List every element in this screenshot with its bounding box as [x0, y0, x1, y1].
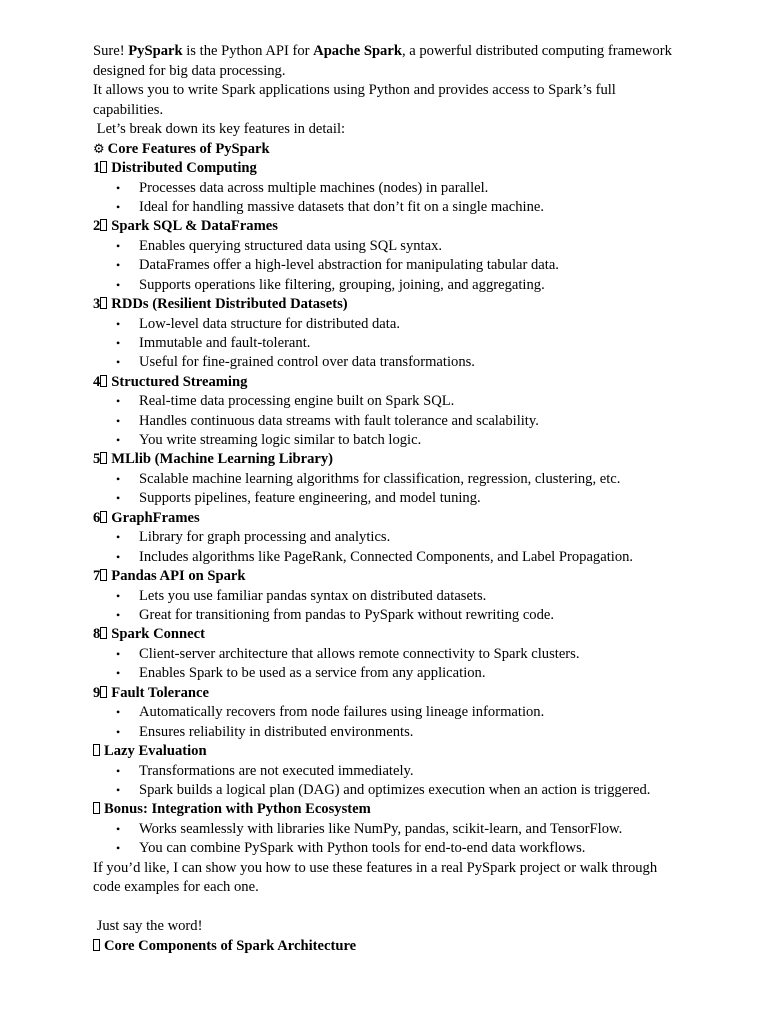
list-item	[93, 315, 713, 334]
bullet-icon: •	[116, 724, 121, 739]
feature-heading	[93, 742, 713, 762]
feature-title: Structured Streaming	[111, 373, 248, 390]
list-item-text: Spark builds a logical plan (DAG) and optimizes execution when an action is triggered.	[139, 781, 651, 798]
closing-line-1: If you’d like, I can show you how to use these features in a real PySpark project or walk through	[93, 859, 658, 876]
bullet-icon: •	[116, 258, 121, 273]
list-item-text: Library for graph processing and analytics.	[139, 529, 391, 546]
bullet-icon: •	[116, 666, 121, 681]
feature-heading	[93, 684, 713, 704]
feature-title: RDDs (Resilient Distributed Datasets)	[111, 296, 348, 313]
missing-glyph-icon	[100, 686, 107, 698]
gear-icon: ⚙	[93, 141, 105, 157]
bullet-icon: •	[116, 433, 121, 448]
list-item-text: Client-server architecture that allows remote connectivity to Spark clusters.	[139, 645, 580, 662]
bullet-icon: •	[116, 316, 121, 331]
feature-title: MLlib (Machine Learning Library)	[111, 451, 334, 468]
list-item-text: Handles continuous data streams with fault tolerance and scalability.	[139, 412, 539, 429]
apache-spark-term: Apache Spark	[313, 43, 402, 59]
list-item	[93, 470, 713, 489]
intro-text: is the Python API for	[182, 43, 314, 59]
feature-bullet-list	[93, 820, 713, 859]
bullet-icon: •	[116, 841, 121, 856]
list-item-text: You write streaming logic similar to batch logic.	[139, 432, 422, 449]
list-item	[93, 528, 713, 547]
feature-number: 2	[93, 218, 101, 235]
missing-glyph-icon	[100, 452, 107, 464]
feature-bullet-list	[93, 237, 713, 295]
intro-paragraph-1-line-1	[93, 42, 713, 62]
bullet-icon: •	[116, 530, 121, 545]
intro-text: Sure!	[93, 43, 129, 59]
list-item	[93, 256, 713, 275]
feature-bullet-list	[93, 645, 713, 684]
bullet-icon: •	[116, 413, 121, 428]
list-item-text: Scalable machine learning algorithms for classification, regression, clustering, etc.	[139, 470, 621, 487]
list-item-text: Immutable and fault-tolerant.	[139, 334, 311, 351]
list-item	[93, 198, 713, 217]
feature-title: Bonus: Integration with Python Ecosystem	[104, 801, 371, 818]
list-item	[93, 606, 713, 625]
bullet-icon: •	[116, 549, 121, 564]
missing-glyph-icon	[100, 219, 107, 231]
intro-paragraph-1-line-2: designed for big data processing.	[93, 62, 286, 79]
list-item	[93, 276, 713, 295]
bullet-icon: •	[116, 705, 121, 720]
core-components-heading	[93, 937, 713, 957]
missing-glyph-icon	[100, 297, 107, 309]
core-components-heading-label: Core Components of Spark Architecture	[104, 937, 357, 954]
bullet-icon: •	[116, 238, 121, 253]
feature-heading	[93, 509, 713, 529]
list-item-text: Useful for fine-grained control over data transformations.	[139, 354, 475, 371]
blank-line	[93, 898, 713, 918]
list-item-text: Low-level data structure for distributed data.	[139, 315, 400, 332]
missing-glyph-icon	[93, 939, 100, 951]
core-features-heading	[93, 140, 713, 160]
bullet-icon: •	[116, 394, 121, 409]
feature-heading	[93, 625, 713, 645]
intro-paragraph-2-line-1: It allows you to write Spark applications using Python and provides access to Spark’s full	[93, 82, 616, 98]
list-item-text: Great for transitioning from pandas to PySpark without rewriting code.	[139, 607, 555, 623]
feature-bullet-list	[93, 587, 713, 626]
bullet-icon: •	[116, 180, 121, 195]
say-the-word-line: Just say the word!	[93, 918, 203, 935]
bullet-icon: •	[116, 277, 121, 292]
list-item	[93, 489, 713, 508]
bullet-icon: •	[116, 782, 121, 797]
feature-bullet-list	[93, 179, 713, 218]
bullet-icon: •	[116, 471, 121, 486]
feature-heading	[93, 217, 713, 237]
list-item	[93, 392, 713, 411]
feature-heading	[93, 567, 713, 587]
closing-line-2: code examples for each one.	[93, 879, 259, 896]
feature-heading	[93, 450, 713, 470]
intro-paragraph-3: Let’s break down its key features in detail:	[93, 121, 346, 137]
missing-glyph-icon	[100, 161, 107, 173]
bullet-icon: •	[116, 199, 121, 214]
bullet-icon: •	[116, 335, 121, 350]
feature-title: GraphFrames	[111, 509, 200, 526]
list-item	[93, 412, 713, 431]
list-item-text: Enables querying structured data using SQL syntax.	[139, 237, 443, 254]
list-item	[93, 703, 713, 722]
feature-heading	[93, 373, 713, 393]
feature-sections	[93, 159, 713, 859]
document-page	[93, 42, 713, 956]
list-item	[93, 237, 713, 256]
missing-glyph-icon	[100, 375, 107, 387]
feature-bullet-list	[93, 315, 713, 373]
list-item-text: Transformations are not executed immediately.	[139, 762, 414, 779]
feature-number: 1	[93, 160, 101, 176]
list-item-text: Ensures reliability in distributed environments.	[139, 723, 414, 740]
feature-bullet-list	[93, 392, 713, 450]
intro-paragraph-2-line-2: capabilities.	[93, 101, 164, 118]
list-item-text: Real-time data processing engine built on Spark SQL.	[139, 393, 455, 410]
list-item	[93, 781, 713, 800]
list-item-text: DataFrames offer a high-level abstraction for manipulating tabular data.	[139, 257, 559, 274]
bullet-icon: •	[116, 355, 121, 370]
list-item-text: Supports pipelines, feature engineering, and model tuning.	[139, 490, 481, 507]
list-item	[93, 664, 713, 683]
list-item	[93, 587, 713, 606]
feature-number: 8	[93, 626, 101, 643]
feature-bullet-list	[93, 703, 713, 742]
feature-number: 9	[93, 684, 101, 701]
bullet-icon: •	[116, 821, 121, 836]
feature-heading	[93, 295, 713, 315]
core-features-heading-label: Core Features of PySpark	[107, 140, 270, 157]
list-item	[93, 820, 713, 839]
list-item-text: Supports operations like filtering, grouping, joining, and aggregating.	[139, 276, 545, 293]
bullet-icon: •	[116, 608, 121, 622]
missing-glyph-icon	[100, 569, 107, 581]
list-item	[93, 179, 713, 198]
feature-number: 6	[93, 509, 101, 526]
missing-glyph-icon	[100, 511, 107, 523]
list-item	[93, 353, 713, 372]
missing-glyph-icon	[100, 627, 107, 639]
feature-title: Pandas API on Spark	[111, 568, 246, 585]
list-item	[93, 548, 713, 567]
list-item-text: Enables Spark to be used as a service from any application.	[139, 665, 486, 682]
intro-text: , a powerful distributed computing framework	[401, 43, 672, 59]
bullet-icon: •	[116, 646, 121, 661]
pyspark-term: PySpark	[128, 43, 183, 59]
feature-number: 5	[93, 451, 101, 468]
feature-bullet-list	[93, 528, 713, 567]
bullet-icon: •	[116, 763, 121, 778]
list-item-text: Automatically recovers from node failures using lineage information.	[139, 704, 545, 721]
feature-number: 4	[93, 373, 101, 390]
list-item	[93, 839, 713, 858]
feature-number: 7	[93, 568, 101, 585]
bullet-icon: •	[116, 588, 121, 603]
list-item-text: Lets you use familiar pandas syntax on distributed datasets.	[139, 587, 487, 604]
missing-glyph-icon	[93, 744, 100, 756]
feature-bullet-list	[93, 470, 713, 509]
list-item	[93, 334, 713, 353]
bullet-icon: •	[116, 491, 121, 506]
feature-title: Distributed Computing	[111, 160, 257, 176]
feature-heading	[93, 159, 713, 179]
list-item	[93, 431, 713, 450]
missing-glyph-icon	[93, 802, 100, 814]
list-item	[93, 723, 713, 742]
list-item	[93, 762, 713, 781]
list-item-text: Processes data across multiple machines (nodes) in parallel.	[139, 179, 489, 196]
list-item-text: Includes algorithms like PageRank, Connected Components, and Label Propagation.	[139, 548, 634, 565]
list-item-text: You can combine PySpark with Python tools for end-to-end data workflows.	[139, 840, 586, 857]
feature-number: 3	[93, 296, 101, 313]
feature-bullet-list	[93, 762, 713, 801]
feature-title: Spark Connect	[111, 626, 205, 643]
feature-title: Spark SQL & DataFrames	[111, 218, 278, 235]
feature-title: Fault Tolerance	[111, 684, 209, 701]
feature-heading	[93, 800, 713, 820]
list-item-text: Works seamlessly with libraries like NumPy, pandas, scikit-learn, and TensorFlow.	[139, 820, 623, 837]
feature-title: Lazy Evaluation	[104, 743, 207, 760]
list-item-text: Ideal for handling massive datasets that don’t fit on a single machine.	[139, 198, 545, 215]
list-item	[93, 645, 713, 664]
